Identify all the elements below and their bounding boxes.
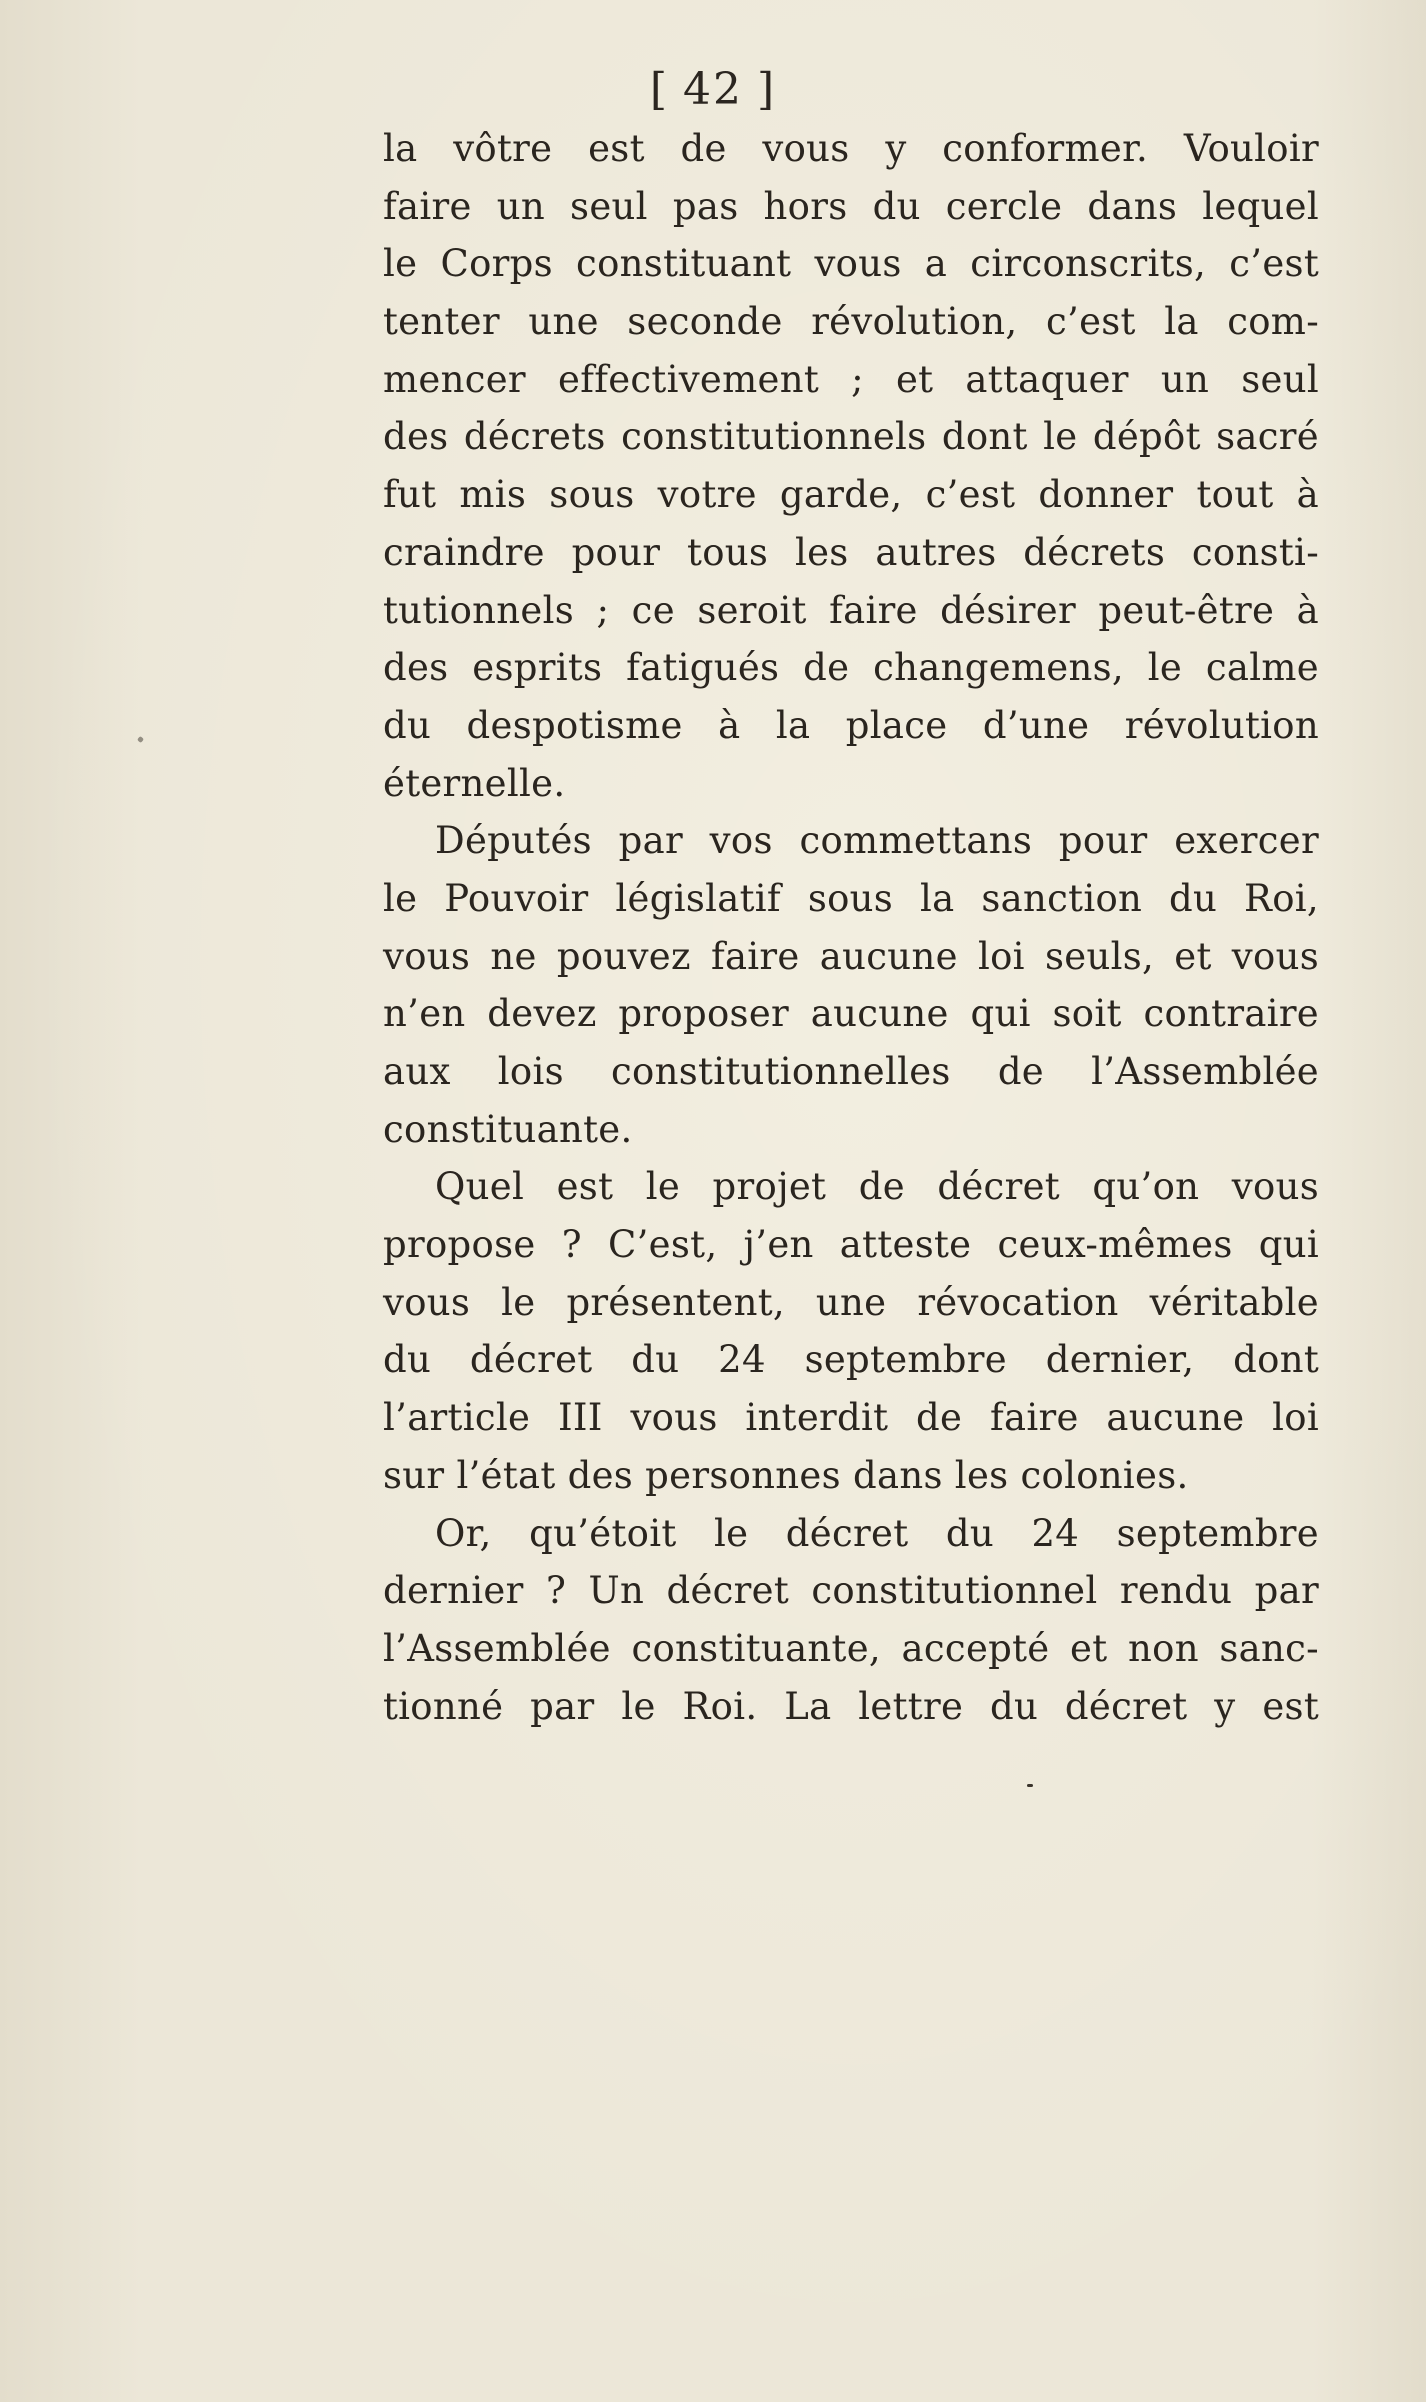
text-line: Députés par vos commettans pour exercer [435,819,1319,863]
text-line: fut mis sous votre garde, c’est donner tout à [383,473,1319,517]
paragraph-2 [383,812,1319,1158]
text-line: l’article III vous interdit de faire aucune loi [383,1396,1319,1440]
text-line: vous ne pouvez faire aucune loi seuls, et vous [383,934,1319,978]
text-line: constituante. [383,1107,633,1151]
text-line: mencer effectivement ; et attaquer un seul [383,357,1319,401]
text-line: le Pouvoir législatif sous la sanction du Roi, [383,876,1319,920]
ink-speck [1027,1784,1033,1787]
text-line: du despotisme à la place d’une révolution [383,703,1319,747]
text-line: tenter une seconde révolution, c’est la com- [383,300,1319,344]
text-line: dernier ? Un décret constitutionnel rendu par [383,1569,1319,1613]
text-line: des décrets constitutionnels dont le dépôt sacré [383,415,1319,459]
text-line: Quel est le projet de décret qu’on vous [435,1165,1319,1209]
ink-speck [137,736,144,743]
text-line: le Corps constituant vous a circonscrits, c’est [383,242,1319,286]
body-text [383,120,1319,1735]
text-line: faire un seul pas hors du cercle dans lequel [383,184,1319,228]
text-line: sur l’état des personnes dans les colonies. [383,1453,1189,1497]
text-line: Or, qu’étoit le décret du 24 septembre [435,1511,1319,1555]
paragraph-3 [383,1158,1319,1504]
text-line: craindre pour tous les autres décrets consti- [383,530,1319,574]
text-line: tionné par le Roi. La lettre du décret y est [383,1684,1319,1728]
text-line: l’Assemblée constituante, accepté et non sanc- [383,1626,1319,1670]
text-line: propose ? C’est, j’en atteste ceux-mêmes qui [383,1223,1319,1267]
text-line: n’en devez proposer aucune qui soit contraire [383,992,1319,1036]
page-number-value: 42 [683,64,743,115]
text-line: aux lois constitutionnelles de l’Assemblée [383,1050,1319,1093]
paragraph-4 [383,1505,1319,1736]
text-line: tutionnels ; ce seroit faire désirer peut-être à [383,588,1319,632]
text-line: vous le présentent, une révocation véritable [383,1280,1319,1324]
paragraph-1 [383,120,1319,812]
text-line: la vôtre est de vous y conformer. Vouloir [383,127,1319,170]
text-line: des esprits fatigués de changemens, le calme [383,646,1319,690]
page-number: [ 42 ] [649,64,777,115]
text-line: éternelle. [383,761,566,805]
text-line: du décret du 24 septembre dernier, dont [383,1338,1319,1382]
